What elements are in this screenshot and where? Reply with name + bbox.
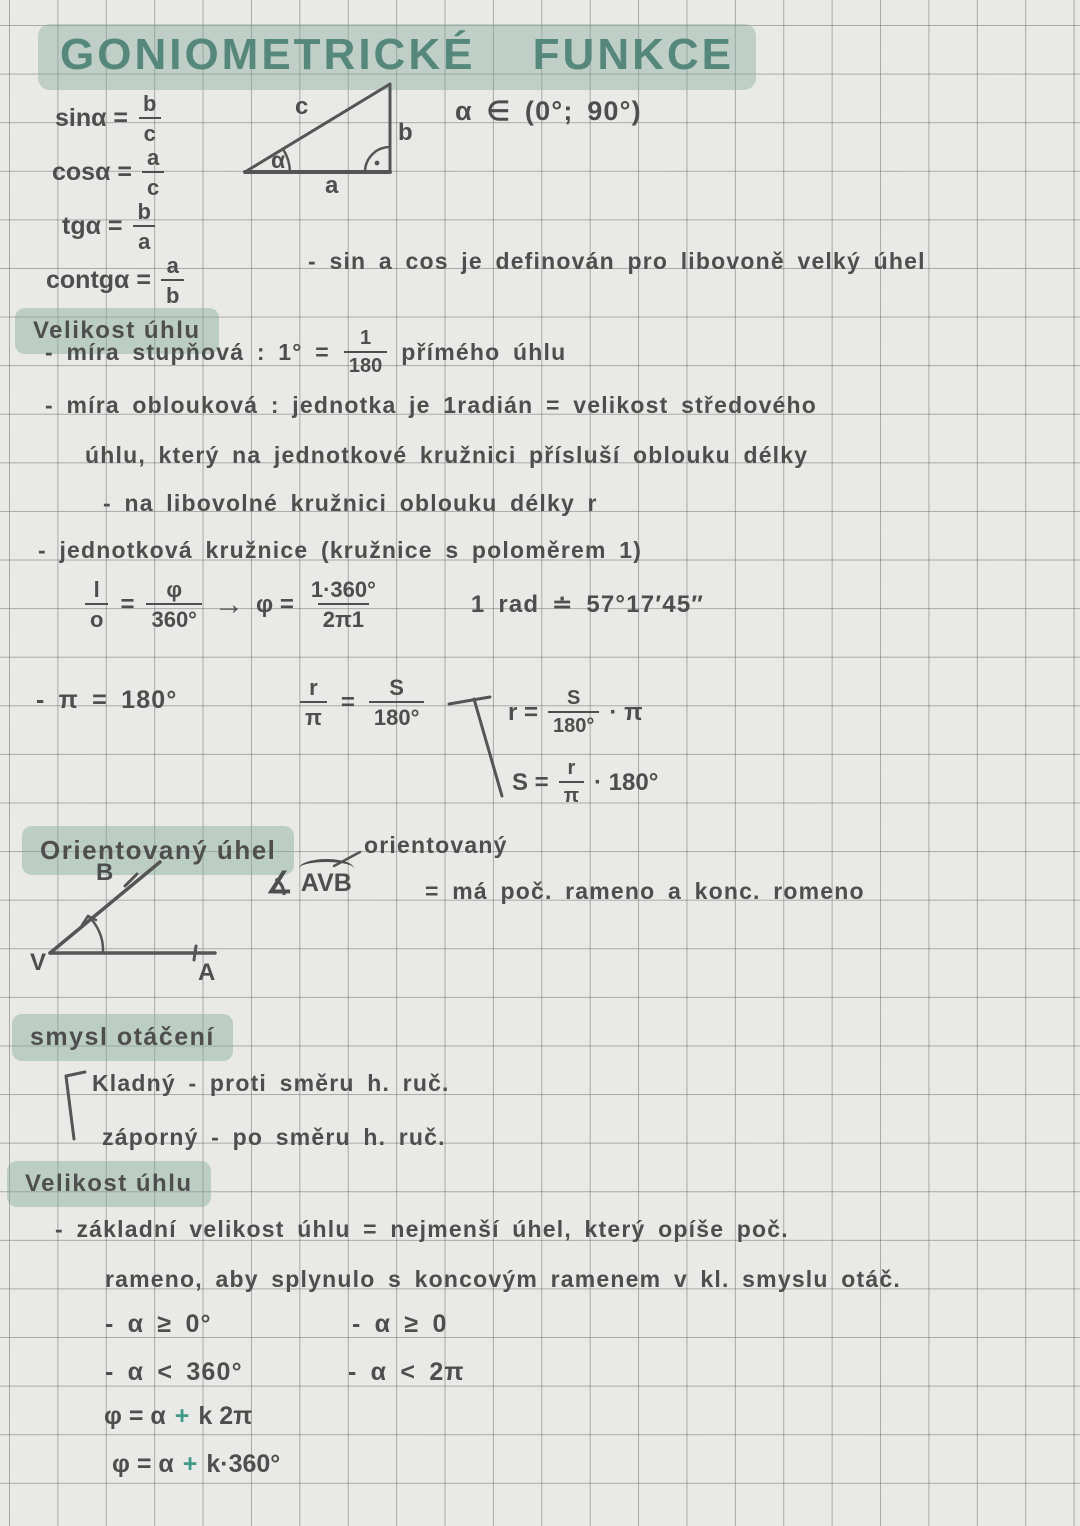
zaporny-line: záporný - po směru h. ruč. bbox=[102, 1124, 446, 1150]
frac-360-2pi: $\frac{1\cdot 360^\circ}{2\pi 1}$ bbox=[310, 577, 376, 633]
primeho-uhlu-text: přímého úhlu bbox=[401, 339, 567, 366]
section-heading-orientovany-uhel: Orientovaný úhel bbox=[22, 826, 294, 875]
oriented-angle-diagram bbox=[20, 856, 300, 988]
arrow-icon: → bbox=[213, 587, 244, 621]
condition-alpha-ge-0deg: - α ≥ 0° bbox=[105, 1310, 212, 1338]
equals-sign-2: = bbox=[340, 688, 355, 716]
angle-points: AVB bbox=[301, 869, 352, 898]
plus-sign-green: + bbox=[174, 1402, 190, 1430]
alpha-domain: α ∈ (0°; 90°) bbox=[455, 96, 642, 126]
kladny-line: Kladný - proti směru h. ruč. bbox=[92, 1070, 450, 1096]
tg-fraction: $\frac{b}{a}$ bbox=[133, 200, 156, 253]
condition-alpha-lt-2pi: - α < 2π bbox=[348, 1358, 465, 1386]
mira-obloukova-line3: - na libovolné kružnici oblouku délky r bbox=[103, 490, 598, 516]
sin-cos-note: - sin a cos je definován pro libovoně velký úhel bbox=[308, 248, 926, 274]
plus-sign-green-2: + bbox=[182, 1450, 198, 1478]
tg-label: tgα = bbox=[62, 212, 123, 241]
cos-fraction: $\frac{a}{c}$ bbox=[142, 146, 164, 199]
label-side-a: a bbox=[325, 172, 339, 196]
frac-r-pi-small: $\frac{r}{\pi}$ bbox=[559, 758, 584, 807]
zakladni-velikost-line2: rameno, aby splynulo s koncovým ramenem v kl. smyslu otáč. bbox=[105, 1266, 901, 1292]
condition-alpha-lt-360: - α < 360° bbox=[105, 1358, 243, 1386]
right-angle-arc bbox=[365, 147, 390, 172]
page-title: GONIOMETRICKÉ FUNKCE bbox=[38, 24, 756, 90]
section-heading-velikost-uhlu-1: Velikost úhlu bbox=[15, 308, 219, 354]
formula-sin bbox=[55, 92, 162, 145]
formula-tg bbox=[62, 200, 156, 253]
cos-label: cosα = bbox=[52, 158, 132, 187]
s-solved-equation bbox=[512, 758, 658, 807]
label-side-c: c bbox=[295, 93, 309, 120]
direction-hook bbox=[58, 1064, 90, 1146]
orientovany-annotation: orientovaný bbox=[364, 832, 508, 858]
frac-phi-360: $\frac{\varphi}{360^\circ}$ bbox=[146, 578, 202, 631]
zakladni-velikost-line1: - základní velikost úhlu = nejmenší úhel, který opíše poč. bbox=[55, 1216, 789, 1242]
r-equals: r = bbox=[508, 698, 539, 726]
bracket-stroke bbox=[449, 697, 502, 796]
oriented-angle-definition: = má poč. rameno a konc. romeno bbox=[425, 878, 865, 904]
jednotkova-kruznice-line: - jednotková kružnice (kružnice s poloměrem 1) bbox=[38, 537, 643, 563]
cotg-fraction: $\frac{a}{b}$ bbox=[161, 254, 184, 307]
equals-sign: = bbox=[120, 590, 135, 618]
arc-over-avb bbox=[299, 859, 354, 878]
derivation-bracket bbox=[446, 690, 508, 805]
cotg-label: contgα = bbox=[46, 266, 151, 295]
formula-cotg bbox=[46, 254, 184, 307]
right-triangle-diagram bbox=[233, 78, 428, 196]
frac-r-pi: $\frac{r}{\pi}$ bbox=[300, 676, 327, 729]
phi-equation-row bbox=[85, 578, 704, 631]
label-point-B: B bbox=[96, 859, 114, 886]
s-equals: S = bbox=[512, 768, 549, 796]
phi-rad-lhs: φ = α bbox=[104, 1402, 166, 1430]
times-180: · 180° bbox=[594, 768, 659, 796]
hook-stroke bbox=[66, 1072, 85, 1139]
sin-label: sinα = bbox=[55, 104, 129, 133]
phi-equals: φ = bbox=[255, 590, 294, 618]
measured-angle-icon: ∡ bbox=[266, 867, 293, 900]
label-point-A: A bbox=[198, 959, 216, 986]
mira-obloukova-line2: úhlu, který na jednotkové kružnici přísluší oblouku délky bbox=[85, 442, 809, 468]
frac-s-180: $\frac{S}{180^\circ}$ bbox=[369, 676, 425, 729]
condition-alpha-ge-0: - α ≥ 0 bbox=[352, 1310, 448, 1338]
mira-obloukova-line1: - míra oblouková : jednotka je 1radián = velikost středového bbox=[45, 392, 818, 418]
section-heading-smysl-otaceni: smysl otáčení bbox=[12, 1014, 233, 1061]
r-pi-equation bbox=[300, 676, 424, 729]
r-solved-equation bbox=[508, 688, 642, 737]
formula-cos bbox=[52, 146, 164, 199]
phi-formula-degrees bbox=[112, 1450, 280, 1479]
rad-conversion: 1 rad ≐ 57°17′45″ bbox=[470, 590, 705, 618]
times-pi: · π bbox=[609, 698, 643, 726]
label-angle-alpha: α bbox=[271, 147, 286, 173]
sin-fraction: $\frac{b}{c}$ bbox=[138, 92, 161, 145]
pi-equals-180: - π = 180° bbox=[36, 686, 178, 714]
section-heading-velikost-uhlu-2: Velikost úhlu bbox=[7, 1161, 211, 1207]
tick-A bbox=[194, 946, 196, 960]
label-side-b: b bbox=[398, 119, 413, 146]
mira-stupnova-line bbox=[45, 328, 566, 377]
phi-rad-rhs: k 2π bbox=[198, 1402, 253, 1430]
frac-l-o: $\frac{l}{o}$ bbox=[85, 578, 108, 631]
mira-stupnova-text: - míra stupňová : 1° = bbox=[45, 339, 330, 366]
frac-1-180: $\frac{1}{180}$ bbox=[344, 328, 387, 377]
phi-deg-rhs: k·360° bbox=[206, 1450, 281, 1478]
frac-s-180-small: $\frac{S}{180^\circ}$ bbox=[548, 688, 599, 737]
phi-deg-lhs: φ = α bbox=[112, 1450, 174, 1478]
right-angle-dot bbox=[375, 161, 380, 166]
phi-formula-radians bbox=[104, 1402, 252, 1431]
label-vertex-V: V bbox=[30, 949, 47, 976]
